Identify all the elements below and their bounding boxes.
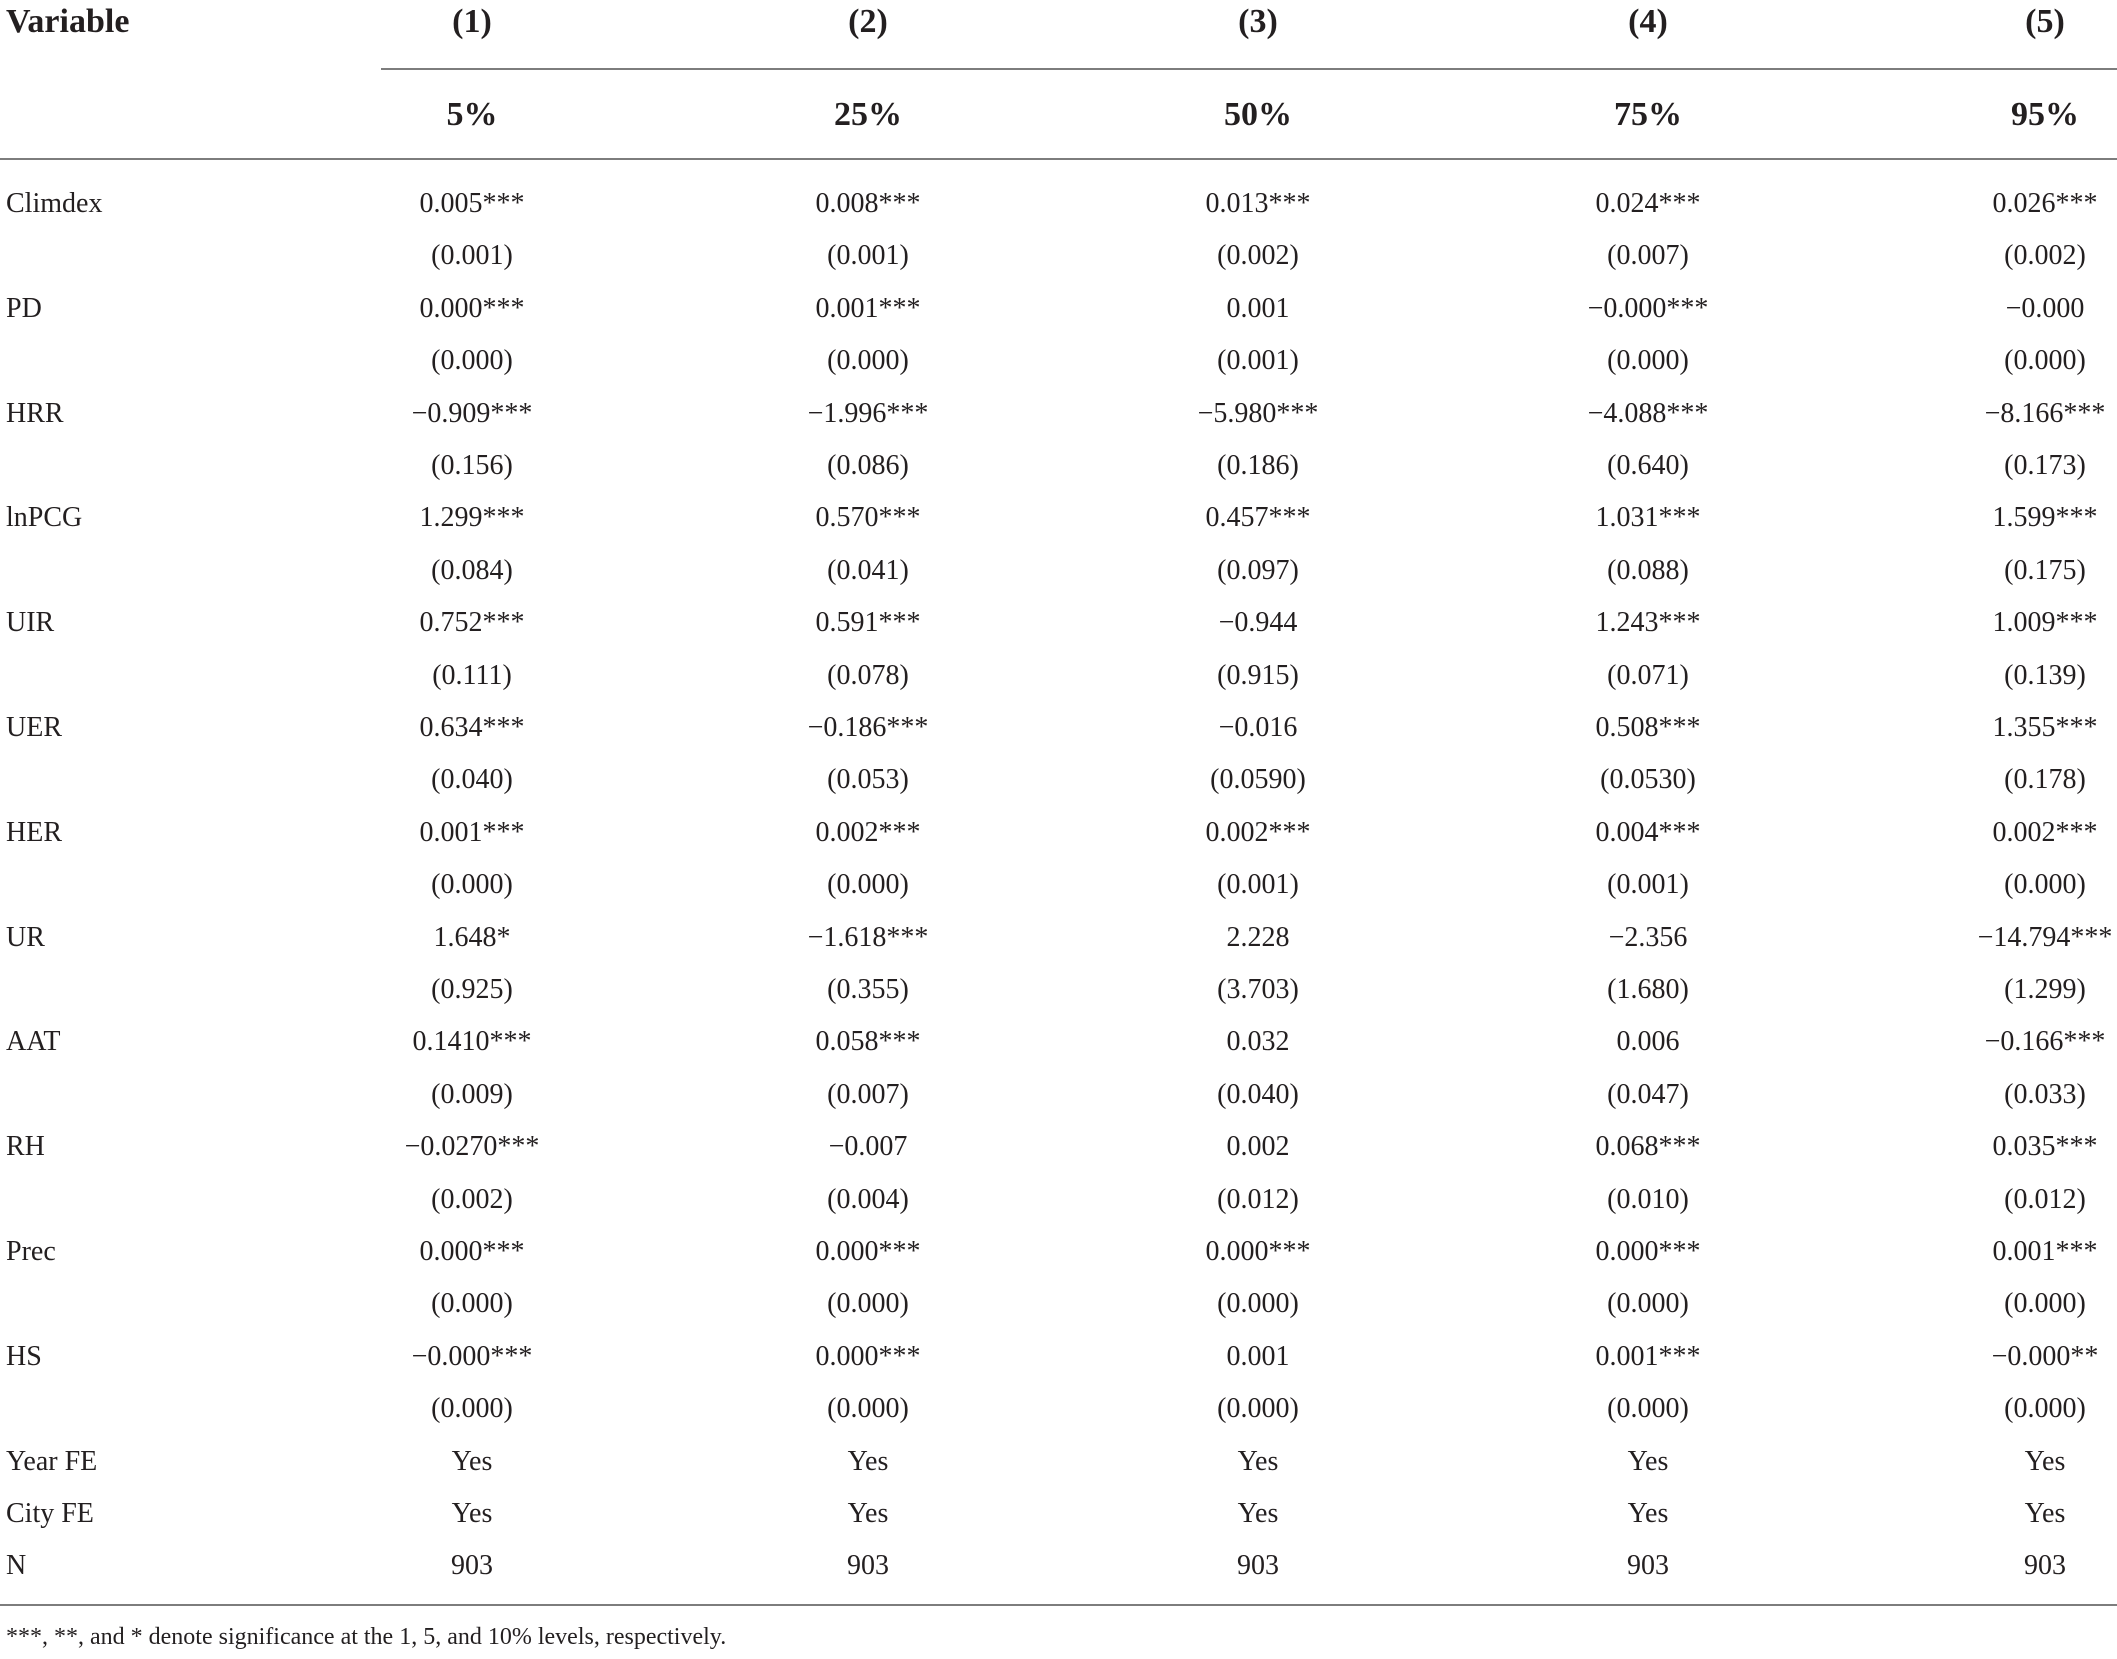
table-row	[0, 1540, 2117, 1592]
cell-col-1: 1.648*	[433, 921, 511, 953]
cell-col-5: 1.009***	[1992, 607, 2098, 639]
cell-col-2: (0.355)	[827, 974, 909, 1005]
cell-col-5: (0.175)	[2004, 554, 2086, 586]
cell-col-1: (0.000)	[431, 869, 513, 901]
table-row	[0, 1016, 2117, 1068]
cell-col-3: 0.002	[1226, 1131, 1290, 1163]
cell-col-2: 0.002***	[815, 816, 921, 848]
cell-col-4: (0.000)	[1607, 1393, 1689, 1425]
cell-col-5: −14.794***	[1977, 921, 2113, 953]
cell-col-1: 1.299***	[419, 502, 525, 534]
significance-footnote: ***, **, and * denote significance at the 1, 5, and 10% levels, respectively.	[6, 1624, 727, 1650]
header-sub-rule	[381, 68, 2117, 70]
cell-col-4: 1.031***	[1595, 502, 1701, 534]
cell-col-4: (0.071)	[1607, 659, 1689, 691]
cell-col-1: (0.925)	[431, 974, 513, 1005]
cell-col-3: (0.040)	[1217, 1078, 1299, 1110]
row-label: AAT	[6, 1026, 61, 1058]
cell-col-2: (0.086)	[827, 450, 909, 481]
row-label: UR	[6, 921, 45, 953]
table-row-se	[0, 754, 2117, 806]
cell-col-3: 0.000***	[1205, 1236, 1311, 1267]
cell-col-4: −0.000***	[1587, 292, 1709, 324]
quantile-2: 25%	[834, 96, 902, 133]
cell-col-1: 0.001***	[419, 816, 525, 848]
row-label: City FE	[6, 1498, 94, 1529]
cell-col-2: (0.007)	[827, 1078, 909, 1110]
row-label: Climdex	[6, 188, 103, 219]
table-row	[0, 1121, 2117, 1173]
table-row	[0, 597, 2117, 649]
table-row-se	[0, 1383, 2117, 1435]
cell-col-4: 0.000***	[1595, 1236, 1701, 1267]
cell-col-2: 0.000***	[815, 1340, 921, 1372]
cell-col-2: (0.000)	[827, 345, 909, 377]
table-row	[0, 912, 2117, 964]
cell-col-4: 0.068***	[1595, 1131, 1701, 1163]
cell-col-4: (0.010)	[1607, 1183, 1689, 1215]
cell-col-4: Yes	[1627, 1498, 1669, 1529]
cell-col-4: (1.680)	[1607, 974, 1689, 1005]
cell-col-1: −0.000***	[411, 1340, 533, 1372]
table-row-se	[0, 859, 2117, 911]
cell-col-1: 0.005***	[419, 188, 525, 219]
cell-col-3: (0.915)	[1217, 659, 1299, 691]
cell-col-2: 903	[847, 1550, 889, 1582]
row-label: Year FE	[6, 1445, 98, 1477]
cell-col-5: Yes	[2024, 1498, 2066, 1529]
row-label: HS	[6, 1340, 42, 1372]
header-row-quantiles	[0, 85, 2117, 145]
cell-col-5: 0.026***	[1992, 188, 2098, 219]
cell-col-1: −0.909***	[411, 397, 533, 429]
cell-col-5: (0.139)	[2004, 659, 2086, 691]
cell-col-3: 0.457***	[1205, 502, 1311, 534]
quantile-4: 75%	[1614, 96, 1682, 133]
cell-col-5: (0.000)	[2004, 1393, 2086, 1425]
table-row	[0, 178, 2117, 230]
cell-col-4: (0.007)	[1607, 240, 1689, 272]
row-label: UIR	[6, 607, 55, 639]
cell-col-2: (0.001)	[827, 240, 909, 272]
model-number-2: (2)	[848, 3, 888, 40]
cell-col-2: 0.001***	[815, 292, 921, 324]
cell-col-2: 0.591***	[815, 607, 921, 639]
cell-col-3: Yes	[1237, 1445, 1279, 1477]
cell-col-5: 1.355***	[1992, 712, 2098, 743]
table-row	[0, 807, 2117, 859]
quantile-5: 95%	[2011, 96, 2079, 133]
cell-col-2: 0.058***	[815, 1026, 921, 1058]
cell-col-1: (0.084)	[431, 554, 513, 586]
cell-col-4: 1.243***	[1595, 607, 1701, 639]
table-row-se	[0, 230, 2117, 282]
cell-col-4: (0.000)	[1607, 1288, 1689, 1320]
table-bottom-rule	[0, 1604, 2117, 1606]
cell-col-5: −0.000	[2005, 292, 2085, 324]
table-row	[0, 1436, 2117, 1488]
cell-col-4: (0.000)	[1607, 345, 1689, 377]
row-label: PD	[6, 292, 42, 324]
cell-col-2: Yes	[847, 1498, 889, 1529]
header-row-models	[0, 0, 2117, 60]
table-row-se	[0, 545, 2117, 597]
cell-col-2: Yes	[847, 1445, 889, 1477]
cell-col-4: (0.640)	[1607, 450, 1689, 481]
cell-col-2: 0.570***	[815, 502, 921, 534]
table-row	[0, 1488, 2117, 1540]
cell-col-5: (0.000)	[2004, 345, 2086, 377]
cell-col-3: (0.002)	[1217, 240, 1299, 272]
cell-col-5: 0.002***	[1992, 816, 2098, 848]
cell-col-4: Yes	[1627, 1445, 1669, 1477]
table-row-se	[0, 1174, 2117, 1226]
cell-col-2: −0.007	[828, 1131, 908, 1163]
cell-col-5: 0.035***	[1992, 1131, 2098, 1163]
cell-col-5: 903	[2024, 1550, 2066, 1582]
model-number-5: (5)	[2025, 3, 2065, 40]
cell-col-3: 0.002***	[1205, 816, 1311, 848]
cell-col-2: −0.186***	[807, 712, 929, 743]
cell-col-5: −8.166***	[1984, 397, 2106, 429]
cell-col-3: 2.228	[1226, 921, 1290, 953]
quantile-1: 5%	[446, 96, 498, 133]
cell-col-1: 0.752***	[419, 607, 525, 639]
table-row	[0, 1331, 2117, 1383]
table-row-se	[0, 440, 2117, 492]
row-label: Prec	[6, 1236, 56, 1267]
cell-col-2: (0.041)	[827, 554, 909, 586]
cell-col-5: 0.001***	[1992, 1236, 2098, 1267]
cell-col-5: −0.166***	[1984, 1026, 2106, 1058]
cell-col-2: (0.004)	[827, 1183, 909, 1215]
cell-col-4: −4.088***	[1587, 397, 1709, 429]
table-row	[0, 388, 2117, 440]
cell-col-5: (1.299)	[2004, 974, 2086, 1005]
cell-col-5: Yes	[2024, 1445, 2066, 1477]
cell-col-5: (0.033)	[2004, 1078, 2086, 1110]
quantile-3: 50%	[1224, 96, 1292, 133]
cell-col-2: (0.000)	[827, 1393, 909, 1425]
row-label: HER	[6, 816, 62, 848]
table-row-se	[0, 335, 2117, 387]
cell-col-1: −0.0270***	[404, 1131, 540, 1163]
cell-col-2: 0.000***	[815, 1236, 921, 1267]
cell-col-2: (0.000)	[827, 1288, 909, 1320]
cell-col-2: −1.996***	[807, 397, 929, 429]
cell-col-4: 0.001***	[1595, 1340, 1701, 1372]
cell-col-2: −1.618***	[807, 921, 929, 953]
cell-col-4: −2.356	[1608, 921, 1688, 953]
cell-col-1: 0.000***	[419, 292, 525, 324]
cell-col-1: 903	[451, 1550, 493, 1582]
cell-col-5: (0.173)	[2004, 450, 2086, 481]
cell-col-1: (0.040)	[431, 764, 513, 796]
model-number-1: (1)	[452, 3, 492, 40]
cell-col-4: 903	[1627, 1550, 1669, 1582]
cell-col-3: 903	[1237, 1550, 1279, 1582]
cell-col-3: (0.0590)	[1210, 764, 1306, 796]
cell-col-4: 0.006	[1616, 1026, 1680, 1058]
cell-col-1: Yes	[451, 1445, 493, 1477]
cell-col-3: (0.000)	[1217, 1393, 1299, 1425]
cell-col-1: (0.000)	[431, 345, 513, 377]
cell-col-2: (0.000)	[827, 869, 909, 901]
cell-col-3: (0.000)	[1217, 1288, 1299, 1320]
cell-col-1: (0.111)	[432, 659, 512, 691]
cell-col-4: 0.024***	[1595, 188, 1701, 219]
cell-col-2: (0.078)	[827, 659, 909, 691]
cell-col-3: (0.001)	[1217, 869, 1299, 901]
table-row-se	[0, 650, 2117, 702]
cell-col-3: (0.097)	[1217, 554, 1299, 586]
cell-col-1: 0.634***	[419, 712, 525, 743]
cell-col-1: 0.1410***	[412, 1026, 532, 1058]
row-label: lnPCG	[6, 502, 83, 534]
table-row-se	[0, 964, 2117, 1016]
cell-col-2: (0.053)	[827, 764, 909, 796]
cell-col-4: (0.0530)	[1600, 764, 1696, 796]
cell-col-1: 0.000***	[419, 1236, 525, 1267]
cell-col-3: (3.703)	[1217, 974, 1299, 1005]
table-row	[0, 283, 2117, 335]
cell-col-5: (0.012)	[2004, 1183, 2086, 1215]
cell-col-4: (0.088)	[1607, 554, 1689, 586]
cell-col-3: −5.980***	[1197, 397, 1319, 429]
row-label: HRR	[6, 397, 64, 429]
cell-col-3: (0.186)	[1217, 450, 1299, 481]
cell-col-5: (0.000)	[2004, 1288, 2086, 1320]
cell-col-3: −0.016	[1218, 712, 1298, 743]
cell-col-3: 0.001	[1226, 1340, 1290, 1372]
cell-col-1: (0.156)	[431, 450, 513, 481]
table-row	[0, 702, 2117, 754]
cell-col-5: (0.002)	[2004, 240, 2086, 272]
cell-col-3: (0.012)	[1217, 1183, 1299, 1215]
table-row	[0, 492, 2117, 544]
row-label: N	[6, 1550, 27, 1582]
cell-col-5: 1.599***	[1992, 502, 2098, 534]
cell-col-2: 0.008***	[815, 188, 921, 219]
cell-col-3: 0.032	[1226, 1026, 1290, 1058]
cell-col-5: (0.178)	[2004, 764, 2086, 796]
cell-col-1: Yes	[451, 1498, 493, 1529]
cell-col-5: −0.000**	[1991, 1340, 2099, 1372]
cell-col-1: (0.000)	[431, 1393, 513, 1425]
model-number-3: (3)	[1238, 3, 1278, 40]
cell-col-3: 0.013***	[1205, 188, 1311, 219]
model-number-4: (4)	[1628, 3, 1668, 40]
variable-header: Variable	[6, 3, 130, 40]
cell-col-4: 0.004***	[1595, 816, 1701, 848]
cell-col-4: (0.047)	[1607, 1078, 1689, 1110]
row-label: UER	[6, 712, 62, 743]
cell-col-5: (0.000)	[2004, 869, 2086, 901]
cell-col-1: (0.009)	[431, 1078, 513, 1110]
table-row-se	[0, 1278, 2117, 1330]
cell-col-4: (0.001)	[1607, 869, 1689, 901]
cell-col-3: 0.001	[1226, 292, 1290, 324]
table-row-se	[0, 1069, 2117, 1121]
header-bottom-rule	[0, 158, 2117, 160]
table-row	[0, 1226, 2117, 1278]
cell-col-1: (0.000)	[431, 1288, 513, 1320]
cell-col-3: (0.001)	[1217, 345, 1299, 377]
cell-col-3: −0.944	[1218, 607, 1298, 639]
row-label: RH	[6, 1131, 45, 1163]
cell-col-1: (0.002)	[431, 1183, 513, 1215]
cell-col-3: Yes	[1237, 1498, 1279, 1529]
cell-col-4: 0.508***	[1595, 712, 1701, 743]
cell-col-1: (0.001)	[431, 240, 513, 272]
